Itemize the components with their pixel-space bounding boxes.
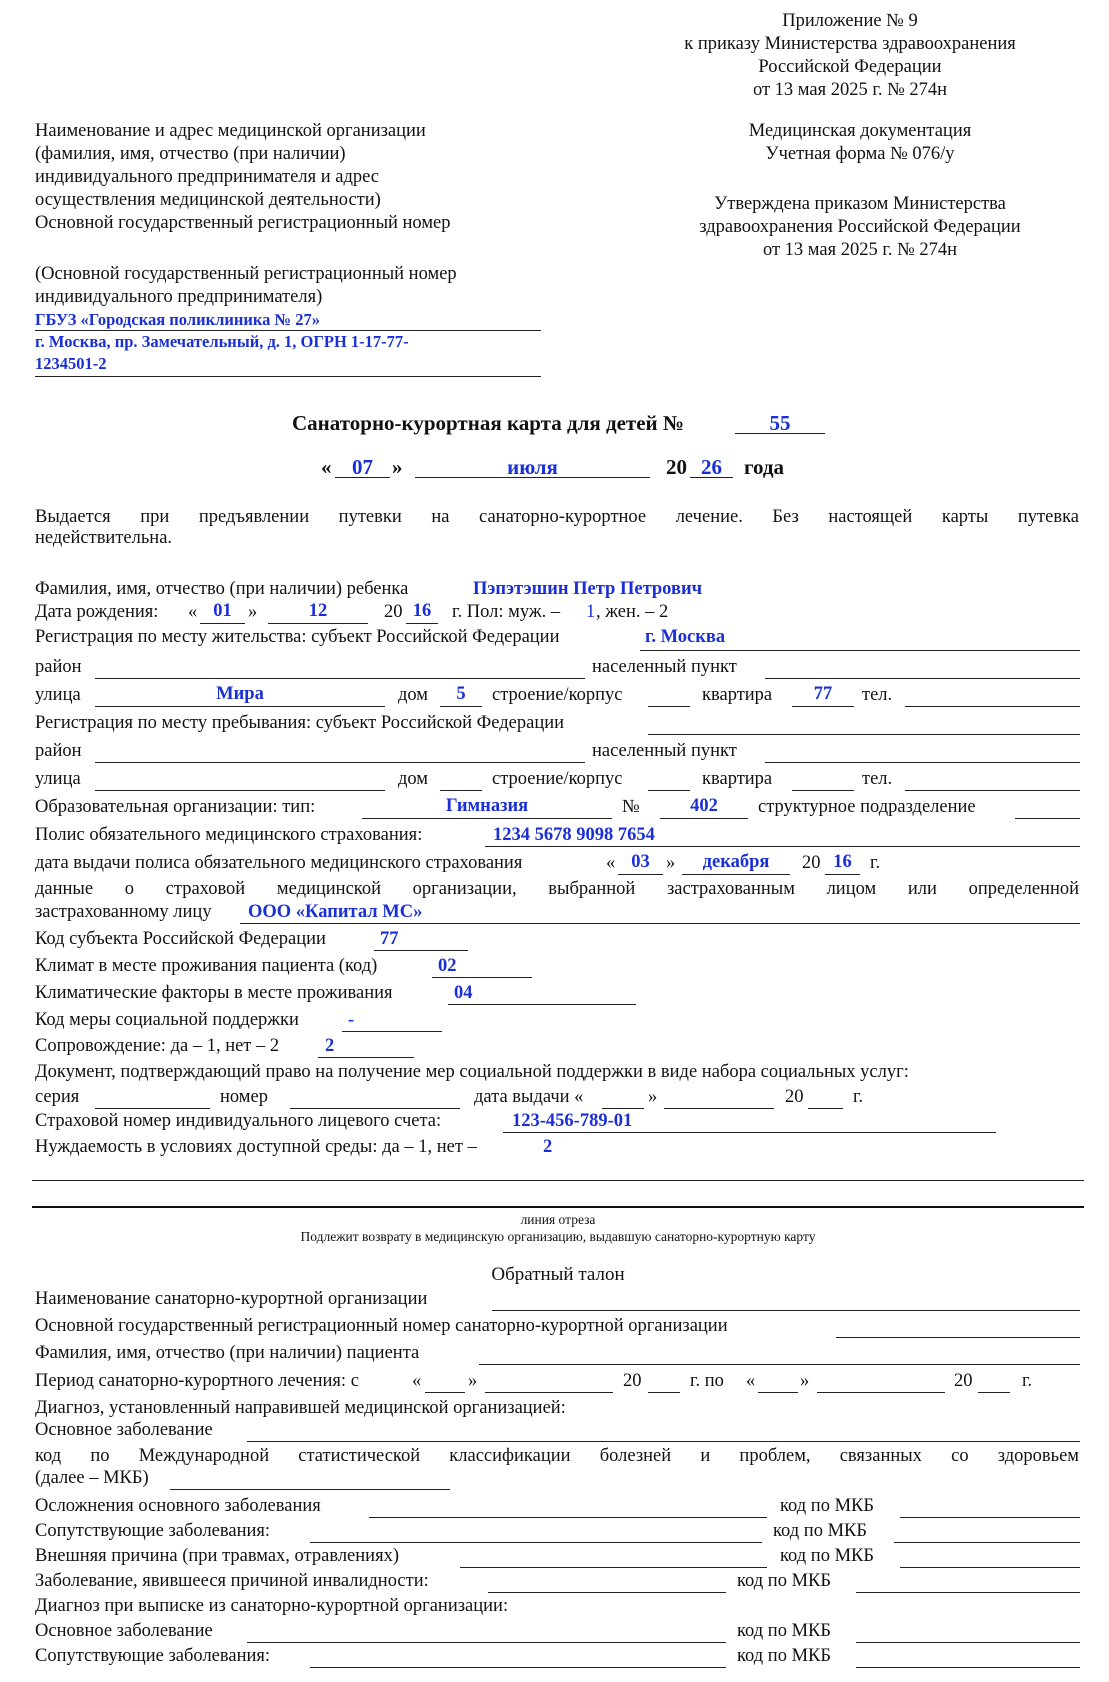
sex-label-b: , жен. – 2 — [596, 602, 669, 622]
main-disease-label-2: Основное заболевание — [35, 1621, 213, 1641]
mkb-text: код по Международной статистической классификации болезней и проблем, связанных со здоровьем — [35, 1446, 1079, 1466]
issued-g: г. — [853, 1087, 864, 1107]
org-label-3: индивидуального предпринимателя и адрес — [35, 167, 380, 187]
mkb-code-label-1: код по МКБ — [780, 1496, 874, 1516]
escort-value: 2 — [325, 1036, 335, 1056]
complications-label: Осложнения основного заболевания — [35, 1496, 321, 1516]
climate-label: Климат в месте проживания пациента (код) — [35, 956, 378, 976]
annex-order: к приказу Министерства здравоохранения — [684, 34, 1016, 54]
edu-sub-label: структурное подразделение — [758, 797, 976, 817]
card-year-suffix: года — [744, 455, 785, 479]
intro-text: Выдается при предъявлении путевки на санаторно-курортное лечение. Без настоящей карты путевка — [35, 507, 1079, 527]
quote-open: « — [321, 455, 332, 479]
card-number: 55 — [735, 411, 825, 434]
access-label: Нуждаемость в условиях доступной среды: да – 1, нет – — [35, 1137, 477, 1157]
insurer-value: ООО «Капитал МС» — [248, 902, 423, 922]
oms-day: 03 — [618, 852, 663, 875]
house-label-1: дом — [398, 685, 429, 705]
card-month: июля — [415, 455, 650, 478]
approved-3: от 13 мая 2025 г. № 274н — [762, 240, 958, 260]
factors-value: 04 — [454, 983, 473, 1003]
intro-text-2: недействительна. — [35, 528, 173, 548]
house-label-2: дом — [398, 769, 429, 789]
org-address-value: г. Москва, пр. Замечательный, д. 1, ОГРН 1-17-77- — [35, 332, 409, 351]
oms-year: 16 — [825, 852, 860, 875]
tel-label-1: тел. — [862, 685, 893, 705]
reg-subject-value: г. Москва — [645, 627, 726, 647]
quote-close: » — [392, 455, 403, 479]
mkb-code-label-5: код по МКБ — [737, 1621, 831, 1641]
edu-type-value: Гимназия — [362, 796, 612, 819]
org-line-2 — [35, 376, 541, 377]
org-label-5: Основной государственный регистрационный номер — [35, 213, 451, 233]
edu-no-label: № — [622, 797, 640, 817]
street-value: Мира — [95, 684, 385, 707]
coupon-title: Обратный талон — [491, 1264, 625, 1285]
doc-type-1: Медицинская документация — [748, 121, 972, 141]
coupon-period-to: г. по — [690, 1371, 724, 1391]
cut-line-label: линия отреза — [520, 1212, 596, 1227]
cut-note: Подлежит возврату в медицинскую организацию, выдавшую санаторно-курортную карту — [300, 1229, 816, 1244]
reg-label: Регистрация по месту жительства: субъект Российской Федерации — [35, 627, 560, 647]
card-title: Санаторно-курортная карта для детей № — [292, 411, 684, 435]
street-label-1: улица — [35, 685, 81, 705]
card-year-prefix: 20 — [666, 455, 687, 479]
card-day: 07 — [335, 455, 390, 478]
external-cause-label: Внешняя причина (при травмах, отравлениях) — [35, 1546, 399, 1566]
street-label-2: улица — [35, 769, 81, 789]
factors-label: Климатические факторы в месте проживания — [35, 983, 393, 1003]
diag-out-label: Диагноз при выписке из санаторно-курортной организации: — [35, 1596, 509, 1616]
punkt-label-2: населенный пункт — [592, 741, 737, 761]
annex-number: Приложение № 9 — [782, 11, 918, 31]
climate-value: 02 — [438, 956, 457, 976]
rayon-label-2: район — [35, 741, 82, 761]
snils-value: 123-456-789-01 — [512, 1111, 633, 1131]
region-label: Код субъекта Российской Федерации — [35, 929, 326, 949]
bld-label-1: строение/корпус — [492, 685, 623, 705]
apt-value: 77 — [792, 684, 854, 707]
bld-label-2: строение/корпус — [492, 769, 623, 789]
mkb-code-label-6: код по МКБ — [737, 1646, 831, 1666]
sex-label: г. Пол: муж. – — [452, 602, 561, 622]
oms-value: 1234 5678 9098 7654 — [493, 825, 655, 845]
doc-number-label: номер — [220, 1087, 268, 1107]
mkb-text-2: (далее – МКБ) — [35, 1468, 149, 1488]
dob-year: 16 — [406, 601, 438, 624]
edu-no-value: 402 — [660, 796, 748, 819]
card-year: 26 — [690, 455, 733, 478]
org-label-4: осуществления медицинской деятельности) — [35, 190, 381, 210]
series-label: серия — [35, 1087, 80, 1107]
apt-label-2: квартира — [702, 769, 773, 789]
disability-label: Заболевание, явившееся причиной инвалидности: — [35, 1571, 429, 1591]
escort-label: Сопровождение: да – 1, нет – 2 — [35, 1036, 280, 1056]
snils-label: Страховой номер индивидуального лицевого счета: — [35, 1111, 442, 1131]
comorbid-label-1: Сопутствующие заболевания: — [35, 1521, 271, 1541]
org-label-6: (Основной государственный регистрационный номер — [35, 264, 457, 284]
dob-day: 01 — [200, 601, 245, 624]
edu-label: Образовательная организации: тип: — [35, 797, 316, 817]
social-doc-label: Документ, подтверждающий право на получение мер социальной поддержки в виде набора социальных услуг: — [35, 1062, 909, 1082]
coupon-org-label: Наименование санаторно-курортной организации — [35, 1289, 428, 1309]
mkb-code-label-2: код по МКБ — [773, 1521, 867, 1541]
issued-label: дата выдачи « — [474, 1087, 584, 1107]
annex-country: Российской Федерации — [758, 57, 942, 77]
org-label-1: Наименование и адрес медицинской организации — [35, 121, 426, 141]
cut-line — [32, 1206, 1084, 1208]
dob-month: 12 — [268, 601, 368, 624]
region-value: 77 — [380, 929, 399, 949]
support-value: - — [348, 1010, 355, 1030]
annex-date: от 13 мая 2025 г. № 274н — [752, 80, 948, 100]
apt-label-1: квартира — [702, 685, 773, 705]
sex-value: 1 — [586, 602, 596, 622]
oms-label: Полис обязательного медицинского страхования: — [35, 825, 423, 845]
main-disease-label-1: Основное заболевание — [35, 1420, 213, 1440]
comorbid-label-2: Сопутствующие заболевания: — [35, 1646, 271, 1666]
support-label: Код меры социальной поддержки — [35, 1010, 299, 1030]
coupon-fio-label: Фамилия, имя, отчество (при наличии) пациента — [35, 1343, 420, 1363]
dob-label: Дата рождения: — [35, 602, 159, 622]
oms-month: декабря — [682, 852, 790, 875]
coupon-period-label: Период санаторно-курортного лечения: с — [35, 1371, 359, 1391]
org-label-7: индивидуального предпринимателя) — [35, 287, 323, 307]
insurer-label: данные о страховой медицинской организации, выбранной застрахованным лицом или определенной — [35, 879, 1079, 899]
diag-sent-label: Диагноз, установленный направившей медицинской организацией: — [35, 1398, 566, 1418]
mkb-code-label-4: код по МКБ — [737, 1571, 831, 1591]
access-value: 2 — [543, 1137, 553, 1157]
org-ogrn-value: 1234501-2 — [35, 354, 107, 373]
approved-2: здравоохранения Российской Федерации — [699, 217, 1021, 237]
approved-1: Утверждена приказом Министерства — [714, 194, 1006, 214]
stay-label: Регистрация по месту пребывания: субъект Российской Федерации — [35, 713, 565, 733]
doc-type-2: Учетная форма № 076/у — [765, 144, 955, 164]
punkt-label-1: населенный пункт — [592, 657, 737, 677]
mkb-code-label-3: код по МКБ — [780, 1546, 874, 1566]
org-label-2: (фамилия, имя, отчество (при наличии) — [35, 144, 346, 164]
oms-g: г. — [870, 853, 881, 873]
tel-label-2: тел. — [862, 769, 893, 789]
house-value: 5 — [440, 684, 482, 707]
org-name-value: ГБУЗ «Городская поликлиника № 27» — [35, 310, 320, 329]
rayon-label-1: район — [35, 657, 82, 677]
coupon-ogrn-label: Основной государственный регистрационный номер санаторно-курортной организации — [35, 1316, 728, 1336]
child-fio-value: Пэпэтэшин Петр Петрович — [473, 579, 703, 599]
divider-1 — [32, 1180, 1084, 1181]
form-page: Приложение № 9 к приказу Министерства здравоохранения Российской Федерации от 13 мая 2025 г. № 274н Наименование и адрес медицинской организации (фамилия, имя, отчество (при наличии) индивидуального предпринимателя и адрес осуществления медицинской деятельности) Основной государственный регистрационный номер (Основной государственный регистрационный номер индивидуального предпринимателя) ГБУЗ «Городская поликлиника № 27» г. Москва, пр. Замечательный, д. 1, ОГРН 1-17-77- 1234501-2 Медицинская документация Учетная форма № 076/у Утверждена приказом Министерства здравоохранения Российской Федерации от 13 мая 2025 г. № 274н Санаторно-курортная карта для детей № 55 « 07 » июля 20 26 года Выдается при предъявлении путевки на санаторно-курортное лечение. Без настоящей карты путевка недействительна. Фамилия, имя, отчество (при наличии) ребенка Пэпэтэшин Петр Петрович Дата рождения: « 01 » 12 20 16 г. Пол: муж. – 1 , жен. – 2 Регистрация по месту жительства: субъект Российской Федерации г. Москва район населенный пункт улица Мира дом 5 строение/корпус квартира 77 тел. Регистрация по месту пребывания: субъект Российской Федерации район населенный пункт улица дом строение/корпус квартира тел. Образовательная организации: тип: Гимназия № 402 структурное подразделение Полис обязательного медицинского страхования: 1234 5678 9098 7654 дата выдачи полиса обязательного медицинского страхования « 03 » декабря 20 16 г. данные о страховой медицинской организации, выбранной застрахованным лицом или определенной застрахованному лицу ООО «Капитал МС» Код субъекта Российской Федерации 77 Климат в месте проживания пациента (код) 02 Климатические факторы в месте проживания 04 Код меры социальной поддержки - Сопровождение: да – 1, нет – 2 2 Документ, подтверждающий право на получение мер социальной поддержки в виде набора социальных услуг: серия номер дата выдачи « » 20 г. Страховой номер индивидуального лицевого счета: 123-456-789-01 Нуждаемость в условиях доступной среды: да – 1, нет – 2 линия отреза Подлежит возврату в медицинскую организацию, выдавшую санаторно-курортную карту Обратный талон Наименование санаторно-курортной организации Основной государственный регистрационный номер санаторно-курортной организации Фамилия, имя, отчество (при наличии) пациента Период санаторно-курортного лечения: с « » 20 г. по « » 20 г. Диагноз, установленный направившей медицинской организацией: Основное заболевание код по Международной статистической классификации болезней и проблем, связанных со здоровьем (далее – МКБ) Осложнения основного заболевания код по МКБ Сопутствующие заболевания: код по МКБ Внешняя причина (при травмах, отравлениях) код по МКБ Заболевание, явившееся причиной инвалидности: код по МКБ Диагноз при выписке из санаторно-курортной организации: Основное заболевание код по МКБ Сопутствующие заболевания: код по МКБ — [0, 0, 1109, 1682]
oms-date-label: дата выдачи полиса обязательного медицинского страхования — [35, 853, 523, 873]
child-fio-label: Фамилия, имя, отчество (при наличии) ребенка — [35, 579, 409, 599]
insurer-label-2: застрахованному лицу — [35, 902, 212, 922]
coupon-period-g: г. — [1022, 1371, 1033, 1391]
